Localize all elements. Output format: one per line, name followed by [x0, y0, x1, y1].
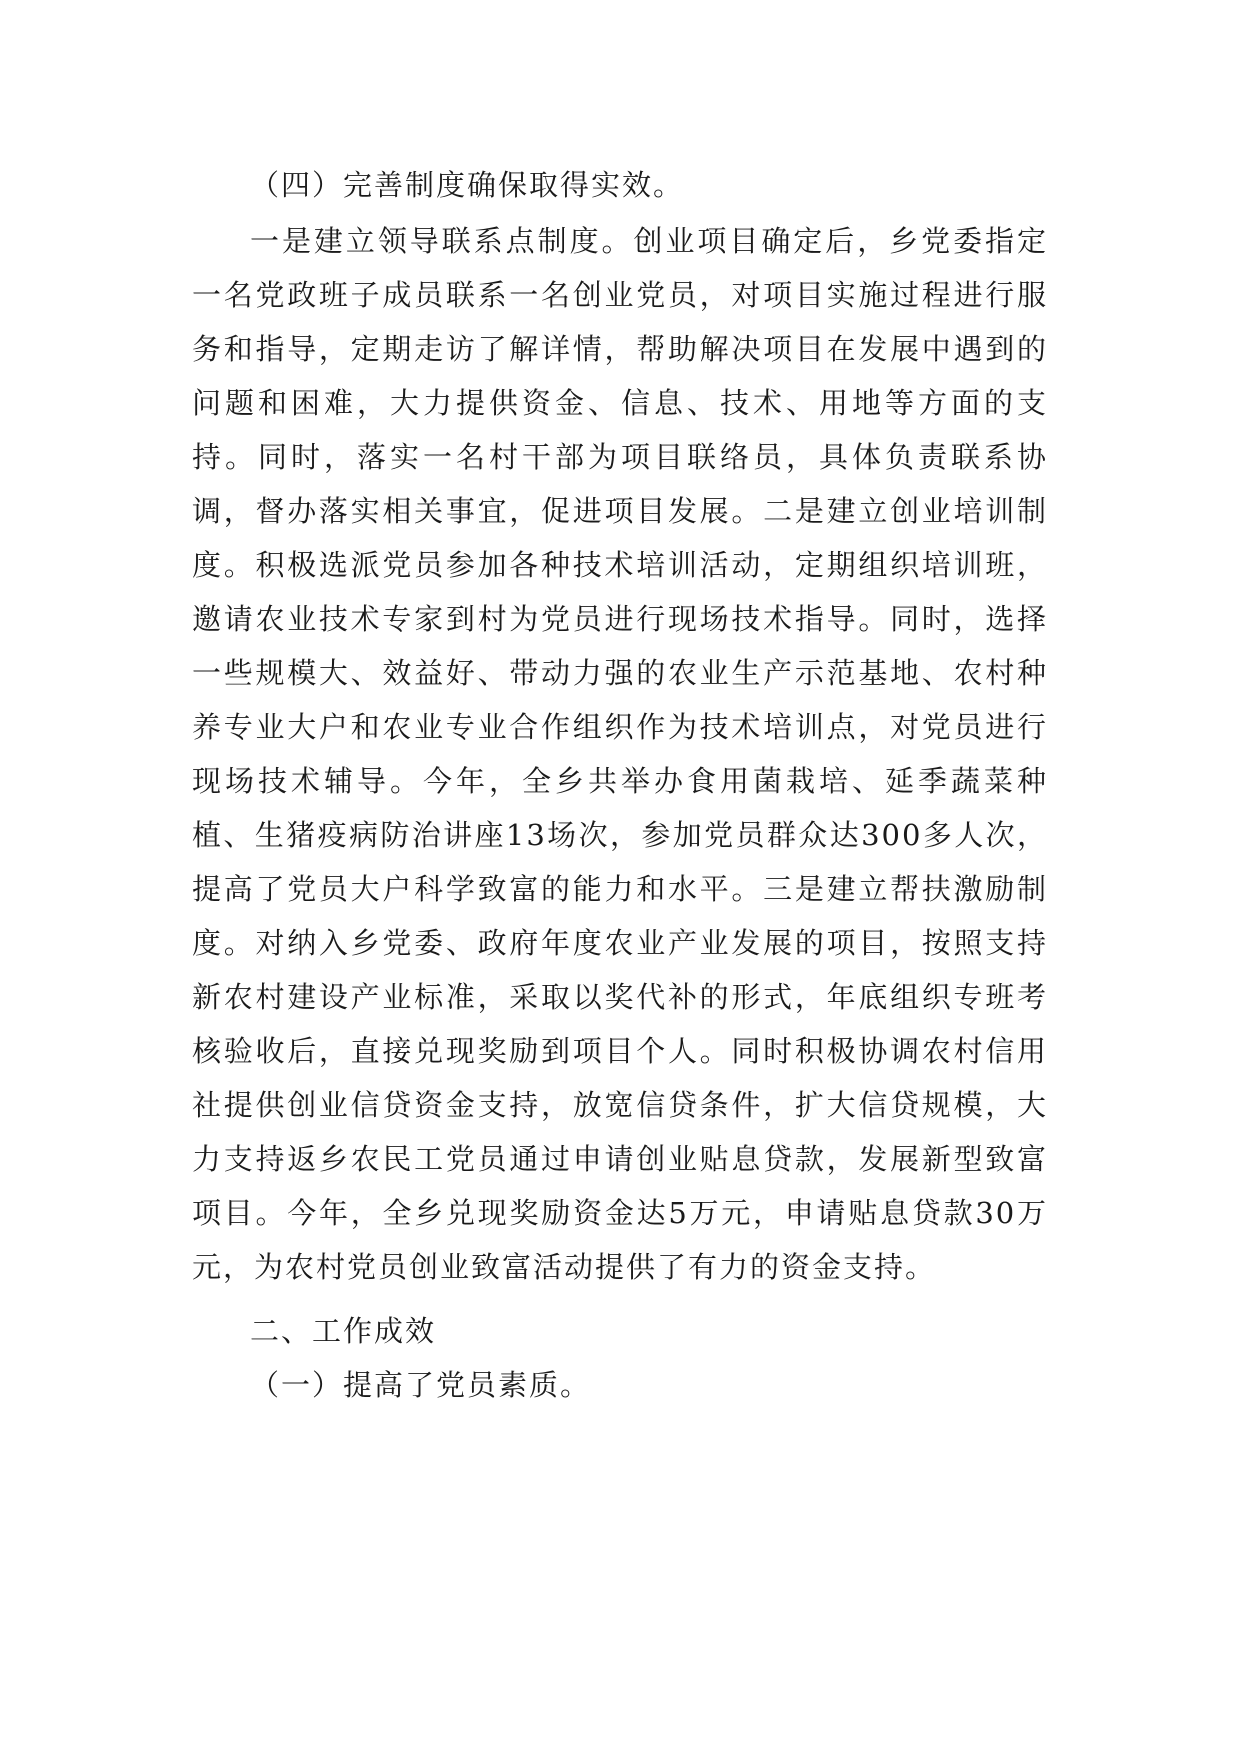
body-paragraph: 一是建立领导联系点制度。创业项目确定后，乡党委指定一名党政班子成员联系一名创业党员，对项目实施过程进行服务和指导，定期走访了解详情，帮助解决项目在发展中遇到的问题和困难，大力提供资金、信息、技术、用地等方面的支持。同时，落实一名村干部为项目联络员，具体负责联系协调，督办落实相关事宜，促进项目发展。二是建立创业培训制度。积极选派党员参加各种技术培训活动，定期组织培训班，邀请农业技术专家到村为党员进行现场技术指导。同时，选择一些规模大、效益好、带动力强的农业生产示范基地、农村种养专业大户和农业专业合作组织作为技术培训点，对党员进行现场技术辅导。今年，全乡共举办食用菌栽培、延季蔬菜种植、生猪疫病防治讲座13场次，参加党员群众达300多人次，提高了党员大户科学致富的能力和水平。三是建立帮扶激励制度。对纳入乡党委、政府年度农业产业发展的项目，按照支持新农村建设产业标准，采取以奖代补的形式，年底组织专班考核验收后，直接兑现奖励到项目个人。同时积极协调农村信用社提供创业信贷资金支持，放宽信贷条件，扩大信贷规模，大力支持返乡农民工党员通过申请创业贴息贷款，发展新型致富项目。今年，全乡兑现奖励资金达5万元，申请贴息贷款30万元，为农村党员创业致富活动提供了有力的资金支持。 [192, 224, 1048, 1284]
subheading-improve-system: （四）完善制度确保取得实效。 [250, 168, 685, 202]
subheading-improve-party-quality: （一）提高了党员素质。 [250, 1368, 592, 1402]
document-body [192, 158, 1048, 1412]
section-heading-work-results: 二、工作成效 [250, 1314, 437, 1348]
